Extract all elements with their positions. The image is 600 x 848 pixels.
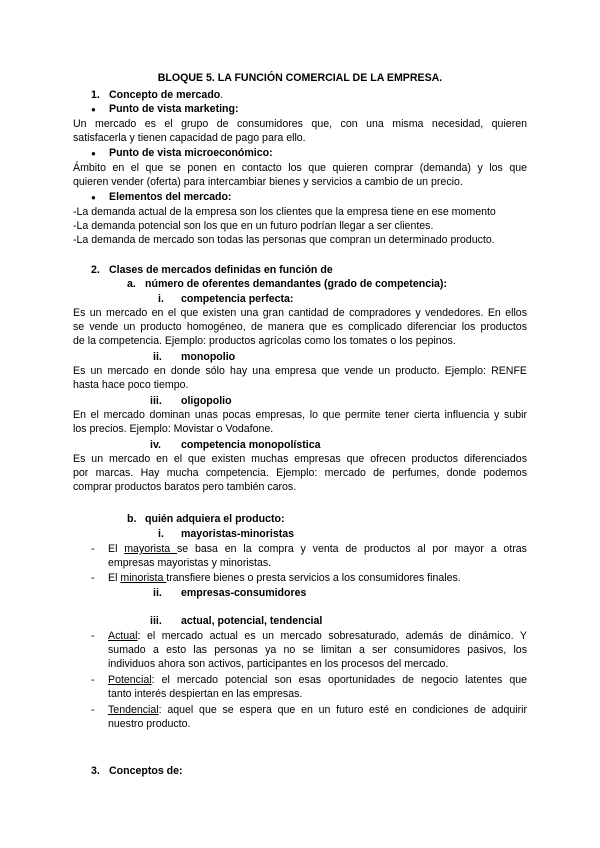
dash-icon: - (91, 572, 95, 584)
item-text-line: comprar productos baratos pero también caros. (73, 481, 297, 493)
bullet-text-line: sumado a esto las personas ya no se limitan a ser consumidores pasivos, los (108, 644, 527, 656)
item-text-line: los precios. Ejemplo: Movistar o Vodafone. (73, 423, 274, 435)
marketing-text-line: satisfacerla y tienen capacidad de pago para ello. (73, 132, 306, 144)
section-3-number: 3. (91, 765, 100, 777)
bullet-text-line: El mayorista se basa en la compra y venta de productos al por mayor a otras (108, 543, 527, 555)
elements-text-line: -La demanda actual de la empresa son los clientes que la empresa tiene en ese momento (73, 206, 496, 218)
item-number: ii. (153, 351, 162, 363)
item-number: iv. (150, 439, 161, 451)
subsection-b-heading: quién adquiera el producto: (145, 513, 285, 525)
elements-heading: Elementos del mercado: (109, 191, 232, 203)
page-title: BLOQUE 5. LA FUNCIÓN COMERCIAL DE LA EMPRESA. (157, 72, 443, 84)
bullet-text-line: tanto interés despiertan en las empresas. (108, 688, 303, 700)
microeconomic-text-line: quieren vender (oferta) para intercambiar bienes y servicios a cambio de un precio. (73, 176, 463, 188)
bullet-text-line: nuestro producto. (108, 718, 191, 730)
section-2-number: 2. (91, 264, 100, 276)
elements-text-line: -La demanda potencial son los que en un futuro podrían llegar a ser clientes. (73, 220, 434, 232)
item-heading: mayoristas-minoristas (181, 528, 295, 540)
bullet-text-line: individuos ahora son activos, participantes en los procesos del mercado. (108, 658, 449, 670)
item-heading: empresas-consumidores (181, 587, 307, 599)
subsection-a-letter: a. (127, 278, 136, 290)
item-number: i. (158, 528, 164, 540)
bullet-icon: ● (91, 193, 96, 202)
bullet-text-line: Tendencial: aquel que se espera que en un futuro esté en condiciones de adquirir (108, 704, 527, 716)
dash-icon: - (91, 543, 95, 555)
microeconomic-heading: Punto de vista microeconómico: (109, 147, 273, 159)
item-text-line: En el mercado dominan unas pocas empresas, lo que permite tener cierta influencia y subir (73, 409, 527, 421)
item-number: iii. (150, 615, 162, 627)
item-text-line: Es un mercado en el que existen muchas empresas que ofrecen productos diferenciados (73, 453, 527, 465)
bullet-text-line: empresas mayoristas y minoristas. (108, 557, 272, 569)
section-2-heading: Clases de mercados definidas en función de (109, 264, 333, 276)
bullet-icon: ● (91, 105, 96, 114)
item-heading: competencia monopolística (181, 439, 321, 451)
dash-icon: - (91, 704, 95, 716)
item-number: iii. (150, 395, 162, 407)
bullet-text-line: El minorista transfiere bienes o presta servicios a los consumidores finales. (108, 572, 461, 584)
item-text-line: por marcas. Hay mucha competencia. Ejemplo: mercado de perfumes, donde podemos (73, 467, 527, 479)
item-heading: competencia perfecta: (181, 293, 294, 305)
item-text-line: se vende un producto homogéneo, de manera que es complicado diferenciar los productos (73, 321, 527, 333)
item-heading: actual, potencial, tendencial (181, 615, 323, 627)
item-text-line: Es un mercado en donde sólo hay una empresa que vende un producto. Ejemplo: RENFE (73, 365, 527, 377)
section-3-heading: Conceptos de: (109, 765, 183, 777)
subsection-b-letter: b. (127, 513, 137, 525)
microeconomic-text-line: Ámbito en el que se ponen en contacto los que quieren comprar (demanda) y los que (73, 162, 527, 174)
dash-icon: - (91, 674, 95, 686)
marketing-heading: Punto de vista marketing: (109, 103, 239, 115)
elements-text-line: -La demanda de mercado son todas las personas que compran un determinado producto. (73, 234, 495, 246)
marketing-text-line: Un mercado es el grupo de consumidores que, con una misma necesidad, quieren (73, 118, 527, 130)
item-text-line: Es un mercado en el que existen una gran cantidad de compradores y vendedores. En ellos (73, 307, 527, 319)
item-heading: monopolio (181, 351, 236, 363)
subsection-a-heading: número de oferentes demandantes (grado de competencia): (145, 278, 447, 290)
item-number: ii. (153, 587, 162, 599)
section-1-heading: Concepto de mercado. (109, 89, 224, 101)
item-number: i. (158, 293, 164, 305)
bullet-text-line: Actual: el mercado actual es un mercado sobresaturado, además de dinámico. Y (108, 630, 527, 642)
item-text-line: hasta hace poco tiempo. (73, 379, 189, 391)
bullet-icon: ● (91, 149, 96, 158)
bullet-text-line: Potencial: el mercado potencial son esas oportunidades de negocio latentes que (108, 674, 527, 686)
dash-icon: - (91, 630, 95, 642)
item-text-line: de la competencia. Ejemplo: productos agrícolas como los tomates o los pepinos. (73, 335, 456, 347)
item-heading: oligopolio (181, 395, 232, 407)
section-1-number: 1. (91, 89, 100, 101)
